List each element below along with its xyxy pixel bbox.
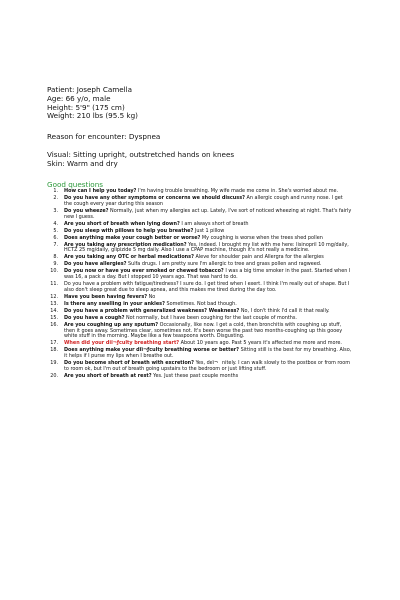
question-item bbox=[47, 323, 352, 340]
question-number: 6. bbox=[53, 234, 58, 241]
question-item bbox=[47, 341, 352, 347]
question-item bbox=[47, 189, 352, 195]
answer-text: About 10 years ago. Past 5 years it's affected me more and more. bbox=[179, 340, 342, 347]
question-number: 13. bbox=[50, 300, 58, 307]
question-item bbox=[47, 209, 352, 221]
answer-text: No bbox=[147, 293, 156, 300]
answer-text: Yes, deï¬nitely. I can walk slowly to the postbox or from room to room ok, but I'm out of breath going upstairs to the bedroom or just lifting stuff. bbox=[64, 360, 351, 372]
question-number: 5. bbox=[53, 227, 58, 234]
question-number: 15. bbox=[50, 314, 58, 321]
question-number: 1. bbox=[53, 188, 58, 194]
patient-info bbox=[47, 86, 138, 121]
answer-text: Just 1 pillow bbox=[193, 227, 225, 234]
question-body bbox=[64, 209, 352, 221]
question-body bbox=[64, 262, 352, 268]
question-item bbox=[47, 348, 352, 360]
question-text: Do you wheeze? bbox=[64, 207, 109, 214]
question-item bbox=[47, 255, 352, 261]
question-body bbox=[64, 309, 352, 315]
question-body bbox=[64, 316, 352, 322]
question-body bbox=[64, 374, 352, 380]
question-number: 7. bbox=[53, 241, 58, 248]
question-body bbox=[64, 323, 352, 340]
question-item bbox=[47, 222, 352, 228]
answer-text: Aleve for shoulder pain and Allergra for the allergies bbox=[193, 254, 324, 261]
question-text: Are you coughing up any sputum? bbox=[64, 321, 159, 328]
question-text: Does anything make your diï¬ƒculty breathing worse or better? bbox=[64, 347, 240, 354]
question-number: 16. bbox=[50, 321, 58, 328]
question-number: 20. bbox=[50, 372, 58, 379]
answer-text: I am always short of breath bbox=[179, 220, 249, 227]
question-body bbox=[64, 295, 352, 301]
question-text: Does anything make your cough better or worse? bbox=[64, 234, 201, 241]
question-body bbox=[64, 302, 352, 308]
patient-weight: Weight: 210 lbs (95.5 kg) bbox=[47, 111, 138, 121]
question-number: 12. bbox=[50, 293, 58, 300]
question-body bbox=[64, 361, 352, 373]
question-number: 17. bbox=[50, 340, 58, 347]
answer-text: Normally, just when my allergies act up. Lately, I've sort of noticed wheezing at night. That's fairly new I guess. bbox=[64, 207, 352, 220]
question-body bbox=[64, 236, 352, 242]
answer-text: Not normally, but I have been coughing for the last couple of months. bbox=[124, 314, 297, 321]
question-text: When did your diï¬ƒculty breathing start? bbox=[64, 340, 180, 347]
section-title-good-questions: Good questions bbox=[47, 180, 104, 189]
question-body bbox=[64, 196, 352, 208]
question-item bbox=[47, 295, 352, 301]
question-text: Do you become short of breath with excretion? bbox=[64, 360, 195, 367]
question-number: 9. bbox=[53, 261, 58, 268]
reason-for-encounter: Reason for encounter: Dyspnea bbox=[47, 132, 161, 141]
question-body bbox=[64, 229, 352, 235]
question-text: Do you have a problem with generalized weakness? Weakness? bbox=[64, 307, 240, 314]
question-item bbox=[47, 262, 352, 268]
answer-text: Sitting still is the best for my breathing. Also, it helps if I purse my lips when I breathe out. bbox=[64, 347, 352, 360]
answer-text: An allergic cough and runny nose. I get the cough every year during this season bbox=[64, 194, 343, 207]
answer-text: I'm having trouble breathing. My wife made me come in. She's worried about me. bbox=[136, 188, 339, 194]
question-item bbox=[47, 302, 352, 308]
question-text: Are you short of breath at rest? bbox=[64, 372, 152, 379]
patient-height: Height: 5'9" (175 cm) bbox=[47, 102, 125, 112]
question-item bbox=[47, 243, 352, 255]
answer-text: Yes. Just these past couple months bbox=[151, 372, 239, 379]
question-number: 19. bbox=[50, 360, 58, 367]
question-text: Do you have any other symptoms or concerns we should discuss? bbox=[64, 194, 245, 201]
question-text: Do you now or have you ever smoked or chewed tobacco? bbox=[64, 268, 224, 275]
question-text: Are you taking any OTC or herbal medications? bbox=[64, 254, 194, 261]
question-item bbox=[47, 374, 352, 380]
question-text: Are you taking any prescription medication? bbox=[64, 241, 187, 248]
patient-name: Patient: Joseph Camella bbox=[47, 85, 133, 94]
question-number: 8. bbox=[53, 254, 58, 261]
answer-text: No, I don't think I'd call it that really. bbox=[239, 307, 330, 314]
skin-observation: Skin: Warm and dry bbox=[47, 158, 118, 168]
answer-text: Yes, indeed. I brought my list with me here: lisinopril 10 mg/daily, HCTZ 25 mg/daily, glipizide 5 mg daily. Also I use a CPAP machine, though it's not really a medicine. bbox=[64, 241, 349, 254]
question-item bbox=[47, 236, 352, 242]
answer-text: My coughing is worse when the trees shed pollen bbox=[200, 234, 323, 241]
question-number: 3. bbox=[53, 207, 58, 214]
answer-text: I was a big time smoker in the past. Started when I was 16, a pack a day. But I stopped 10 years ago. That was hard to do. bbox=[64, 268, 351, 281]
question-text: How can I help you today? bbox=[64, 188, 137, 194]
question-body bbox=[64, 348, 352, 360]
question-item bbox=[47, 269, 352, 281]
question-body bbox=[64, 341, 352, 347]
question-number: 2. bbox=[53, 194, 58, 201]
question-body bbox=[64, 282, 352, 294]
question-text: Do you have a cough? bbox=[64, 314, 125, 321]
question-number: 18. bbox=[50, 347, 58, 354]
visual-observation: Visual: Sitting upright, outstretched hands on knees bbox=[47, 150, 235, 159]
question-item bbox=[47, 361, 352, 373]
question-body bbox=[64, 222, 352, 228]
question-item bbox=[47, 309, 352, 315]
question-body bbox=[64, 189, 352, 195]
question-number: 11. bbox=[50, 281, 58, 288]
question-number: 10. bbox=[50, 268, 58, 275]
question-text: Is there any swelling in your ankles? bbox=[64, 300, 165, 307]
patient-age: Age: 66 y/o, male bbox=[47, 93, 111, 103]
question-list bbox=[47, 189, 352, 381]
question-item bbox=[47, 229, 352, 235]
observations bbox=[47, 151, 234, 169]
question-item bbox=[47, 282, 352, 294]
question-body bbox=[64, 269, 352, 281]
question-text: Are you short of breath when lying down? bbox=[64, 220, 180, 227]
question-body bbox=[64, 243, 352, 255]
question-item bbox=[47, 196, 352, 208]
question-text: Have you been having fevers? bbox=[64, 293, 148, 300]
answer-text: Sulfa drugs. I am pretty sure I'm allergic to tree and grass pollen and ragweed. bbox=[126, 261, 322, 268]
answer-text: Do you have a problem with fatigue/tiredness? I sure do. I get tired when I exert. I think I'm really out of shape. But I also don't sleep great due to sleep apnea, and this makes me tired during the day too. bbox=[64, 281, 350, 293]
question-text: Do you sleep with pillows to help you breathe? bbox=[64, 227, 194, 234]
answer-text: Occasionally, like now. I get a cold, then bronchitis with coughing up stuff, then it goes away. Sometimes clear, sometimes not. It's been worse the past two months-coughing up this gooey white stuff in the morning. Maybe like a few teaspoons worth. Disgusting. bbox=[64, 321, 343, 340]
question-number: 4. bbox=[53, 220, 58, 227]
question-item bbox=[47, 316, 352, 322]
question-text: Do you have allergies? bbox=[64, 261, 127, 268]
question-body bbox=[64, 255, 352, 261]
answer-text: Sometimes. Not bad though. bbox=[164, 300, 237, 307]
question-number: 14. bbox=[50, 307, 58, 314]
